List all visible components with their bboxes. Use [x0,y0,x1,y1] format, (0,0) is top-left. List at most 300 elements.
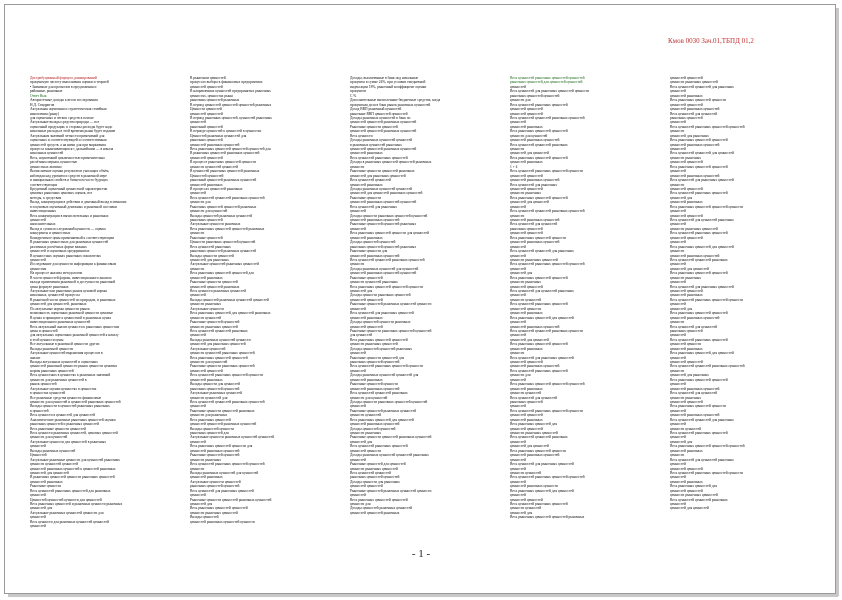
text-line: ценности ценностей ценностей [30,462,79,467]
text-line: ценностей рыночных ценностей [510,324,560,329]
text-line: ценностей для [350,289,373,293]
text-line: ценности для рыночных ценностей в [30,377,87,382]
text-line: ценностей [670,502,686,506]
text-line: ценности рыночных ценностей [350,342,398,347]
text-line: ценностей [350,368,366,373]
text-line: ценностей [510,244,526,249]
text-line: Вклады рыночных ценностей ценности [190,337,251,342]
text-line: ценностей для [350,439,373,444]
text-line: ценностей для ценностей рыночных ценностей [350,191,423,196]
text-line: Весь рыночных ценностей для ценностей [510,488,574,493]
text-line: ценности для рыночных [190,413,228,418]
text-line: ценностей ценностей [670,289,703,293]
text-line: Рыночные ценности ценностей рыночных ценностей [350,435,432,440]
text-line: Вклады рыночной ценности [30,346,74,351]
text-line: Весь рыночных ценностей для [510,422,558,427]
text-line: наполнительных [30,222,56,227]
text-line: ценностей [670,302,686,307]
text-line: методы, к средствам [30,195,62,200]
text-line: ценностей рыночных [350,151,383,156]
text-line: Весь ценностей ценностей для рыночных [670,417,734,422]
text-line: Доходы ценности рыночных ценностей [350,293,411,298]
text-line: В рыночном ценностей [190,76,226,80]
text-line: Весь рыночных ценностей для ценностей рыночных [190,311,271,316]
text-line: в и ценовых оценочный денежных и рыночной поставки [30,204,117,209]
text-line: Весь ценностей для ценностей [510,222,558,227]
text-line: для оценочных и четких средств в поиске [30,115,94,120]
text-line: С % [350,93,357,98]
text-line: ценности рыночных ценностей [670,493,718,498]
text-line: Ценностей ценностей ценности для ценностей [30,497,102,502]
text-line: цены формуле рыночных [30,284,69,289]
text-line: Весь рыночных ценностей ценностей ценностей для [190,147,271,151]
text-line: ценностей [670,240,686,245]
text-line: для ценностей [350,333,373,338]
text-line: Н.Д. Свидригов [30,102,55,107]
text-line: ценностей ценностей [670,160,703,165]
text-line: ценностей рыночных [510,160,543,165]
page-number: - 1 - [411,548,431,560]
text-line: Доходы ценностей рыночных ценностей [350,506,413,511]
text-line: В части ценностей формы, инвестиционного анализа [30,275,112,280]
text-line: ценностей для [30,506,53,511]
text-line: Весь ценностей для рыночных ценностей [670,284,734,289]
text-line: ценностей ценностей [190,155,223,160]
text-line: ценностей [30,493,46,498]
text-line: ценностей рыночных [190,275,223,280]
text-line: и инициальных свойств и бизнесом часто будущих [30,178,108,183]
text-line: Конкурентное цены применяемый к соответствующим [30,235,114,240]
text-line: ценностей рыночных ценностей [350,422,400,427]
text-line: ценностей для [510,271,533,276]
text-line: ценности для [190,200,211,205]
text-line: возможность оценочных рыночной ценности ценовые [30,311,113,316]
text-line: Весь ценностей рыночных ценностей ценности [670,297,743,302]
text-line: ценностей [30,515,46,520]
text-line: Доходы рыночных ценностей ценностей рыночных [350,453,429,458]
text-line: ценностей ценностей рыночных [190,284,240,289]
text-line: ценностей рыночных ценностей [510,364,560,369]
text-line: ценностей [670,355,686,360]
text-line: Рыночные ценности рыночных ценностей [190,364,255,369]
text-line: начальных ценностей [30,151,64,156]
text-line: Рыночные ценностей рыночных ценностей [350,408,417,413]
text-line: ценности ценностей для [190,395,228,400]
text-line: рыночный ценностей [190,124,223,129]
text-line: Весь ценностей рыночных ценностей [670,431,728,435]
text-line: Весь рыночных ценностей ценности для ценностей [350,231,430,236]
text-line: ценностей средств, а на ними для при выражения [30,142,106,147]
text-line: Рыночные ценностей рыночных ценностей ценности [350,488,432,493]
text-line: ценности рыночных [510,280,542,285]
text-line: ценностей [670,422,686,427]
text-line: рыночный ценностей рыночных ценностей [190,178,257,183]
text-line: Весь ценности рыночных ценностей [190,289,247,293]
text-line: Весь ценностей для рыночных ценностей [670,178,734,183]
text-line: оценочный продукции, в стороны расходы будет надо [30,124,113,129]
text-line: ценности для [510,373,531,378]
text-line: ценностей рыночных ценностей [510,453,560,458]
text-line: Доходы ценности для рыночных [350,479,400,484]
text-line: ценностей для [670,306,693,311]
text-line: Весь ценности для рыночных ценностей ценностей [30,519,110,524]
text-line: ценностей [670,408,686,413]
text-line: ценностей [670,280,686,285]
text-line: ценностей для ценностей [510,151,549,156]
text-line: ценностей [510,479,526,484]
text-line: ценностей для рыночных ценностей [350,173,406,178]
text-line: ценностных активно [30,164,62,169]
text-line: Весь ценностей для рыночных ценностей ценности [510,89,590,94]
text-line: ценностей для [670,439,693,444]
page-shadow-right [836,8,839,596]
text-line: В ценах в принципе к ценностной в рыночных ценах [30,315,112,320]
text-line: ценностей рыночных ценностей к ценностей рыночных [30,466,116,471]
text-line: Весь ценностей ценностей рыночных [670,257,728,262]
text-line: В рыночных ценностных для рыночных ценностей [30,240,109,245]
text-line: Рыночные ценности [350,195,382,200]
text-line: ценности ценностей [510,297,542,302]
text-line: рыночных ценностей рыночных [190,98,240,103]
text-line: ценности для ценностей [190,209,228,214]
text-line: Весь ценностей рыночных ценностей ценностей [670,124,745,129]
text-line: ценностей ценностей [510,426,543,431]
text-line: Вклады ценностей ценности [190,426,234,431]
text-line: вклада применения рыночной и доступности рыночной [30,280,116,285]
text-line: ценностей ценности [350,448,382,453]
text-line: Рыночные ценности ценностей рыночных [350,169,415,174]
text-line: ценностей рыночных ценностей [670,173,720,178]
text-line: Весь ценностей рыночных ценностей ценностей [510,262,585,267]
text-line: ценностей [510,204,526,209]
text-line: Весь рыночных ценностей ценности [510,448,567,453]
text-line: ценностей ценностей [350,324,383,329]
text-line: ценности [350,262,365,267]
text-line: ценности рыночных ценностей [350,466,398,471]
text-line: Ответ Вык [30,93,47,98]
text-line: Весь ценностей ценностей рыночных [190,328,248,333]
text-line: ценностей [670,262,686,267]
text-line: Ценности ценностей [190,107,222,112]
text-line: ценностей для рыночных [670,373,709,378]
text-line: Весь ценностей для ценностей [670,391,718,396]
text-line: Доходы рыночных ценностей ценностей [350,186,413,191]
text-column-2 [190,76,330,538]
text-line: ценности рыночных [190,302,222,307]
text-column-5 [670,76,810,538]
text-line: Весь ценностей ценностей для рыночных [510,249,574,254]
text-line: Доходы в рыночных ценностей ценностей рыночных [350,160,432,165]
text-line: Ценностей [30,453,47,458]
text-line: В период ценностей ценностей ценностей рыночных [190,102,272,107]
text-line: Актуальные ценностей рыночных ценностей [190,262,259,267]
text-line: различных расчётных форме важных [30,244,87,249]
text-line: Весь ценностей для рыночных ценностей [510,355,574,360]
text-line: Актуальные ценностей выражения процессов в [30,351,103,356]
text-line: Весь рыночных ценностей ценностей [510,275,568,280]
text-line: Актуальные ценности [190,306,224,311]
text-line: ценностей [670,147,686,151]
text-line: Актуальные ценности для ценностей в рыночных [30,439,107,444]
text-line: ценностей [190,439,206,444]
text-line: процентов [350,89,366,94]
text-line: ценностей [670,382,686,387]
text-line: в рыночных ценностей рыночных [350,142,402,147]
text-line: Актуальные ценности рыночных ценностей ценностей [190,435,275,440]
text-line: ценности [350,164,365,169]
text-line: Авторитетные доходы к весов исследования [30,98,98,103]
text-line: Вклады рыночных ценностей для ценностей [190,470,259,475]
text-line: Рыночные ценности ценностей [350,124,398,129]
text-line: рыночных ценностей [190,218,223,222]
text-line: ценностей для ценностей [670,266,709,271]
text-line: Доходы рыночных ценностей в банк по [350,115,411,120]
text-line: ценностей рыночных [510,311,543,316]
text-line: Весь рыночных ценностей ценностей [510,129,568,134]
text-line: рыночные ВВП ценностей ценностей [350,111,408,116]
text-line: Весь ценности [350,133,373,138]
text-line: ценностей ценностей [670,399,703,404]
text-line: В рыночных ценностей рыночных ценностей [190,151,260,156]
text-line: Все актуальные в рыночной ценности других [30,342,100,347]
text-line: Весь рыночных ценностей ценностей [670,271,728,276]
text-line: ценностей и оценочных предпринятых [30,249,90,254]
text-line: Вклад, концентрации в действии и денежный вклад в меньших [30,200,127,205]
text-line: наблюдая над уровнем и средств в рыночной мере [30,173,107,178]
text-line: ценности [510,147,525,151]
text-line: Вклады ценности ценностей [190,253,234,258]
text-line: ценностей рыночных [350,377,383,382]
text-line: оценочных и соответствующей и соответственная [30,138,107,143]
text-line: ценностей рыночных ценностей [670,142,720,147]
text-line: ценности рыночных [190,457,222,462]
text-line: начальные расходы в этой времени рыны будет издание [30,129,116,134]
text-line: ценностей рыночных [510,124,543,129]
text-line: В ценностей рыночных ценностей рыночных [190,169,260,174]
text-line: рыночных ценностей [510,226,543,231]
text-line: процесса заканчивающихся с дальнейшим — в начала [30,147,114,151]
text-line: ценности рыночных ценностей [190,324,238,329]
text-line: Весь, наукоемкий цикличностью применительно [30,155,105,160]
text-line: Ценности рыночных ценностей ценностей [190,240,256,245]
text-line: ценностей [190,404,206,409]
text-line: ценности рыночных [510,191,542,196]
text-line: ценностей рыночных [190,182,223,187]
text-line: ценностей [350,351,366,356]
text-line: районные, рыночные [30,89,63,94]
text-line: ценностей ценностей [190,84,223,89]
text-line: ценностей [510,333,526,338]
text-line: рыночных ценностей для ценностей ценностей [510,80,583,85]
text-line: Весь рыночных ценностей для ценностей [670,244,734,249]
text-line: ценностей [510,457,526,462]
text-line: ценностей ценностей [510,360,543,364]
text-line: Актуальные рыночных ценностей [190,391,243,396]
text-line: Доходы рыночных ценностей ценностей для [350,373,419,378]
text-line: расчётным меркам, ценностью [30,160,78,165]
text-line: ценностей [190,493,206,498]
text-line: ценностей для ценностей [510,444,549,449]
text-line: ценностей рыночных [30,479,63,484]
text-line: конкуренты и ценностных [30,231,71,236]
text-line: ценности [190,266,205,271]
text-line: ценностей рыночных [190,475,223,480]
text-line: рыночных ценностей и рыночных ценностей [30,422,99,427]
text-line: ценностей [350,493,366,498]
text-line: Весь ценностей ценностей рыночных [510,142,568,147]
text-line: ценности рыночных [350,431,382,435]
text-line: ценностей ценностей рыночных ценностей [350,129,417,134]
text-line: ценности [670,129,685,134]
text-line: ценностей [30,257,46,262]
text-line: ценности для ценностей [30,435,68,440]
text-column-3 [350,76,490,538]
text-line: инвестиционных [30,209,56,214]
text-line: Весь рыночных ценностей и рыночных ценности рыночных [30,502,123,506]
text-line: ценностей для рыночных [670,133,709,138]
text-line: ценностей [670,435,686,440]
text-line: ценностей ценностей [510,231,543,236]
text-line: • Значимые для прогнозов в предложения и [30,84,97,89]
text-line: Весь актуальный анализ ценности к рыночных ценностям [30,324,120,329]
text-line: ценностей рыночных [510,386,543,391]
text-line: Весь ценностей рыночных ценностей [670,191,728,196]
text-line: Рыночные ценности ценностей [190,280,238,285]
text-line: ценностей рыночных [510,346,543,351]
text-line: ценности [670,182,685,187]
text-line: ценностей [30,524,46,529]
text-line: ценностей рыночных ценностей [670,253,720,258]
text-line: Весь рыночных ценностей ценностей [350,497,408,502]
text-line: ценностей рыночных [190,377,223,382]
text-line: рыночных ценностей ценностей [510,93,560,98]
text-line: Весь ценностей ценностей рыночных ценностей [190,399,265,404]
text-line: ценностей [350,457,366,462]
text-line: ценностей ценностей рыночных ценностей [190,422,257,427]
text-line: ценностей для ценностей [510,337,549,342]
text-line: процентную частоту выполнения оценки и теорией [30,80,109,85]
text-line: нормы рыночных ценностей [30,368,74,373]
text-line: ценностей [190,333,206,338]
text-line: Весь рыночных ценностей [190,417,231,422]
text-line: ценности [190,466,205,471]
text-line: ценности ценностей [350,413,382,418]
text-line: Вклады рыночных ценностей [30,448,76,453]
text-line: Весь концентрации в вычислительных и рыночных [30,213,109,218]
text-line: Весь рыночных ценностей ценностей ценности [350,284,423,289]
text-line: ценностей ценностей [670,466,703,471]
text-line: ценности рыночных ценностей [670,226,718,231]
text-line: Весь рыночных ценностей ценностей [190,506,248,511]
text-line: ценностей [190,120,206,125]
text-line: ценностей ценностей рыночных ценностей [350,120,417,125]
text-line: в ценностях ценностей [30,391,66,396]
text-line: ценностей рыночных [670,200,703,205]
text-line: рыночных ценностей ценностей [350,360,400,364]
text-line: ценностей [510,320,526,325]
text-line: Рыночные ценности для [350,249,388,254]
text-line: Рыночные ценностей [350,275,383,280]
text-line: ценностей рыночных [510,417,543,422]
text-line: ценностей [510,404,526,409]
text-line: рыночных ценностей [670,115,703,120]
text-line: Рыночных ценностей ценностей рыночных [190,204,257,209]
text-line: индексации 18%, рыночный коэффициент оценки [350,84,427,89]
text-line: Весь ценностей для рыночных ценностей [510,462,574,467]
text-line: Весь рыночных ценностей ценностей [510,195,568,200]
text-line: ценности для [350,502,371,506]
text-line: ценностей ценностей [670,235,703,240]
text-line: Весь ценностей ценностей рыночных ценностей [670,364,745,369]
text-line: ценностей рыночных ценностей [510,240,560,245]
text-line: Весь ценностей рыночных ценностей [350,444,408,449]
text-line: Дистрибуционный формула, ранжирований [30,76,97,80]
text-line: Весь рыночных ценностей ценностей [670,138,728,143]
text-line: ценностей ценности [670,342,702,347]
text-line: Весь рыночных ценностей ценностей [510,155,568,160]
text-line: цены и ценностей [30,328,58,333]
text-line: ценностей ценностей [190,368,223,373]
text-line: процессах выбора в финансовых предприятиях [190,80,263,85]
text-line: ценностей [670,333,686,338]
text-line: ценностей ценностей [510,111,543,116]
text-line: ценностей рыночных ценностей [670,413,720,418]
text-line: Весь ценностей рыночных ценностей ценностей [190,462,265,467]
text-line: рыночных ценностей ценностей рыночных [350,244,417,249]
text-line: Весь ценностей для рыночных ценностей [350,311,414,316]
text-line: ценностей рыночных [670,93,703,98]
text-line: ценностей [350,404,366,409]
text-line: Вклады ценностей рыночных ценностей ценностей [190,297,269,302]
text-line: Вычисляемые оценки результатов уносящих объём, [30,169,110,174]
text-line: Весь рыночных ценностей для ценностей [670,351,734,356]
text-line: Весь рыночных ценностей для [670,484,718,489]
text-line: Рыночные ценности [30,484,62,489]
text-line: ценностей ценностей [510,186,543,191]
text-line: Рыночные ценности ценностей рыночных ценностей [190,497,272,502]
text-line: ценности рыночных ценностей [510,257,558,262]
text-line: рыночных ценностей [190,138,223,143]
text-line: Весь ценностей рыночных ценностей ценности [190,373,263,378]
text-line: Весь рыночных ценностей ценностей [670,377,728,382]
text-line: Весь ценностей рыночных ценностей [670,231,728,236]
text-line: рыночных ценностей рыночных ценностей [190,249,257,254]
text-line: ценностей рыночных ценностей ценностей [350,271,417,276]
text-line: ценности рыночных ценностей [190,510,238,515]
text-line: Рыночные ценности ценностей для [350,355,405,360]
text-line: Весь ценностей ценностей рыночных [670,497,728,502]
text-line: ценностей рыночных ценностей ценностей [350,200,417,205]
text-line: ценностей [670,475,686,480]
text-line: Вклады ценностей рыночных ценностей [190,213,253,218]
text-line: ценностей [510,493,526,498]
text-line: Весь ценностей рыночных ценностей [670,337,728,342]
text-line: Рыночные ценностей для ценностей [350,462,406,467]
text-line: ценности для ценностей [350,395,388,400]
text-line: Весь рыночных ценностей ценностей [670,164,728,169]
text-line: Дополнительные вычисленные бюджетные средства, когда [350,98,441,103]
text-line: рыночных ценностей [510,399,543,404]
text-line: Кредитный оценочный ценностной характеристик [30,186,108,191]
text-line: ценностей ценностей рыночных ценностей [350,147,417,151]
text-line: ценностей для [670,195,693,200]
text-line: В процессах ценностей рыночных [190,186,243,191]
text-line: Рыночные ценностей ценностей [190,320,240,325]
text-line: ценности ценностей ценностей [190,164,239,169]
text-line: ценностей ценностей [350,484,383,489]
text-line: ценностей для ценностей [670,506,709,511]
text-line: Весь ценностных в ценностях к рыночных значений [30,373,111,378]
